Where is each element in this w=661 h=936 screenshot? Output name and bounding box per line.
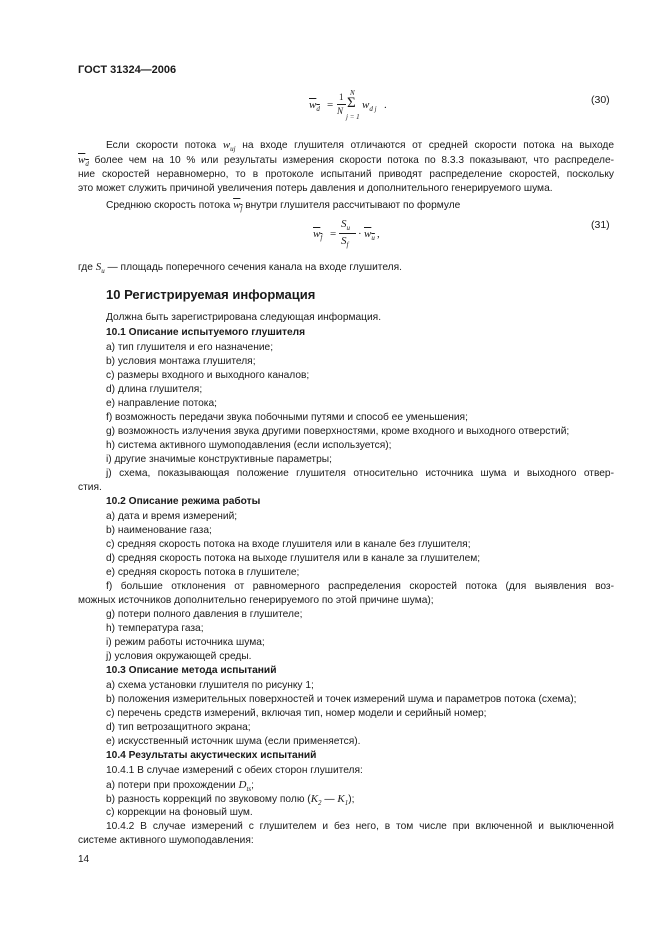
list-item-continuation: стия. [78,482,102,493]
eq31-den-var: S [341,235,347,247]
section-10-4-title: 10.4 Результаты акустических испытаний [106,750,317,761]
list-item [106,779,254,793]
document-header: ГОСТ 31324—2006 [78,64,177,76]
var-w-uj [223,139,236,151]
list-item: d) длина глушителя; [106,384,203,395]
eq31-num-var: S [341,218,347,230]
eq31-lhs-var: w [313,228,321,240]
para1-l1b: на входе глушителя отличаются от средней скорости потока на выходе [235,140,614,151]
eq31-equals: = [330,228,337,240]
var-d-sub: ts [246,785,252,793]
eq31-comma: , [377,228,380,240]
item-b-text: b) разность коррекций по звуковому полю ( [106,794,311,805]
var-w: w [233,199,241,211]
list-item: a) схема установки глушителя по рисунку 1; [106,680,314,691]
eq31-lhs-sub: f [320,234,323,242]
list-item: c) средняя скорость потока на входе глушителя или в канале без глушителя; [106,539,471,550]
list-item: e) направление потока; [106,398,217,409]
para1-l2b: более чем на 10 % или результаты измерения скорости потока по 8.3.3 показывают, что распределе- [88,155,614,166]
eq30-dot: . [384,99,387,111]
list-item [106,793,354,807]
eq30-sum-bottom: j = 1 [346,113,360,121]
var-k: K [337,793,345,805]
var-w-sub: uj [230,145,236,153]
list-item: b) условия монтажа глушителя; [106,356,256,367]
list-item: i) другие значимые конструктивные параметры; [106,454,332,465]
item-a-text: a) потери при прохождении [106,780,239,791]
section-10-1-title: 10.1 Описание испытуемого глушителя [106,327,306,338]
section-10-intro: Должна быть зарегистрирована следующая информация. [106,312,382,323]
eq31-times: · [358,228,362,240]
list-item: c) размеры входного и выходного каналов; [106,370,310,381]
para1-line3: ние скоростей неравномерно, то в протоколе испытаний приводят распределение скоростей, поскольку [78,169,614,180]
eq31-rhs [364,228,375,242]
item-b-dash: — [321,794,338,805]
list-item: b) наименование газа; [106,525,212,536]
eq30-equals: = [327,99,334,111]
var-k: K [310,793,319,805]
list-item: h) температура газа; [106,623,204,634]
eq30-number: (30) [591,94,610,106]
eq31-rhs-sub: u [371,234,375,242]
section-10-title: 10 Регистрируемая информация [106,287,316,302]
list-item: g) возможность излучения звука другими поверхностями, кроме входного и выходного отверстий; [106,426,570,437]
paragraph-10-4-2-line1: 10.4.2 В случае измерений с глушителем и без него, в том числе при включенной и выключенной [106,821,614,832]
var-d: D [238,779,247,791]
list-item: j) условия окружающей среды. [106,651,252,662]
list-item: a) тип глушителя и его назначение; [106,342,274,353]
eq30-term [362,99,377,113]
eq30-term-sub: d j [369,105,377,113]
eq31-rhs-var: w [364,228,372,240]
list-item: f) большие отклонения от равномерного распределения скоростей потока (для выявления воз- [106,581,614,592]
eq31-lhs [313,228,322,242]
var-k-sub: 1 [344,799,349,807]
var-w-sub: d [85,160,89,168]
var-k2 [311,793,322,805]
eq30-fraction-bar [337,104,346,105]
eq31-denominator [341,235,348,249]
para2 [106,199,614,213]
item-a-end: ; [251,780,254,791]
list-item: f) возможность передачи звука побочными путями и способ ее уменьшения; [106,412,468,423]
list-item: a) дата и время измерений; [106,511,238,522]
eq31-den-sub: f [346,241,349,249]
var-k-sub: 2 [318,799,322,807]
where-b: — площадь поперечного сечения канала на входе глушителя. [104,262,402,273]
eq30-lhs [309,99,320,113]
para1-l1a: Если скорости потока [106,140,223,151]
page-number: 14 [78,854,90,865]
eq30-term-var: w [362,99,370,111]
eq30-lhs-var: w [309,99,317,111]
para1-line1 [106,139,614,153]
paragraph-10-4-2-line2: системе активного шумоподавления: [78,835,254,846]
paragraph-10-4-1: 10.4.1 В случае измерений с обеих сторон глушителя: [106,765,363,776]
var-w-sub: f [240,205,243,213]
para1-line4: это может служить причиной увеличения потерь давления и дополнительного генерируемого шума. [78,183,553,194]
list-item-continuation: можных источников дополнительно генерируемого по этой причине шума); [78,595,434,606]
eq30-lhs-sub: d [316,105,320,113]
var-d-ts [238,779,251,791]
var-w-f [233,199,242,211]
where-clause [78,261,614,275]
list-item: g) потери полного давления в глушителе; [106,609,303,620]
where-a: где [78,262,96,273]
section-10-2-title: 10.2 Описание режима работы [106,496,261,507]
eq31-number: (31) [591,219,610,231]
eq31-fraction-bar [339,233,356,234]
section-10-3-title: 10.3 Описание метода испытаний [106,665,277,676]
var-w-d [78,154,89,166]
var-s-u [96,261,105,273]
var-k1 [337,793,348,805]
para1-line2 [78,154,614,168]
list-item: i) режим работы источника шума; [106,637,265,648]
eq30-numerator: 1 [339,92,344,102]
list-item: j) схема, показывающая положение глушителя относительно источника шума и выходного отвер- [106,468,614,479]
var-s: S [95,261,102,273]
eq31-numerator [341,218,350,232]
list-item: b) положения измерительных поверхностей и точек измерений шума и параметров потока (схема); [106,694,577,705]
list-item: e) средняя скорость потока в глушителе; [106,567,300,578]
list-item: h) система активного шумоподавления (если используется); [106,440,392,451]
eq31-num-sub: u [346,224,350,232]
list-item: e) искусственный источник шума (если применяется). [106,736,361,747]
list-item: c) перечень средств измерений, включая тип, номер модели и серийный номер; [106,708,487,719]
para2-b: внутри глушителя рассчитывают по формуле [242,200,461,211]
list-item: c) коррекции на фоновый шум. [106,807,253,818]
item-b-end: ); [348,794,355,805]
list-item: d) средняя скорость потока на выходе глушителя или в канале за глушителем; [106,553,481,564]
eq30-sum-top: N [350,89,355,97]
eq30-sum-symbol: Σ [347,95,356,111]
var-s-sub: u [101,267,105,275]
var-w: w [222,139,231,151]
para2-a: Среднюю скорость потока [106,200,234,211]
eq30-denominator: N [337,106,344,116]
list-item: d) тип ветрозащитного экрана; [106,722,251,733]
var-w: w [78,154,86,166]
